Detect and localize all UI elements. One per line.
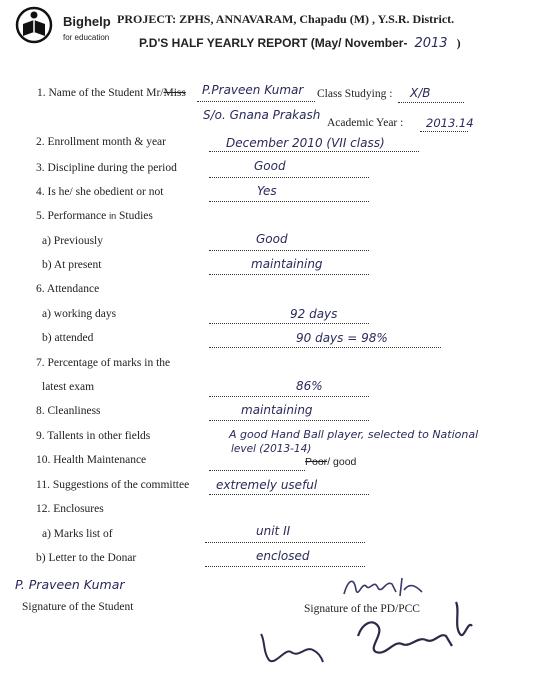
discipline-label: 3. Discipline during the period bbox=[36, 162, 177, 174]
previously-line bbox=[209, 250, 369, 251]
health-value-good: / good bbox=[327, 456, 357, 468]
report-title bbox=[139, 36, 461, 51]
suggestions-line bbox=[209, 494, 369, 495]
logo-name: Bighelp bbox=[63, 14, 111, 29]
class-line bbox=[398, 102, 464, 103]
attended-value: 90 days = 98% bbox=[296, 331, 388, 345]
student-label-miss: Miss bbox=[163, 87, 186, 99]
previously-label: a) Previously bbox=[42, 235, 104, 247]
performance-label-in: in bbox=[109, 211, 117, 221]
bighelp-logo-icon bbox=[14, 6, 54, 44]
cleanliness-value: maintaining bbox=[241, 403, 313, 417]
project-title: PROJECT: ZPHS, ANNAVARAM, Chapadu (M) , Y.S.R. District. bbox=[117, 12, 455, 26]
student-name-label bbox=[37, 87, 186, 99]
academic-year-value: 2013.14 bbox=[426, 116, 474, 130]
logo-tagline: for education bbox=[63, 33, 110, 42]
student-signature: P. Praveen Kumar bbox=[15, 577, 125, 592]
at-present-line bbox=[209, 274, 369, 275]
handwritten-signature-2 bbox=[348, 596, 478, 666]
discipline-line bbox=[209, 177, 369, 178]
pd-signature-caption: Signature of the PD/PCC bbox=[304, 603, 420, 615]
health-value-struck: Poor bbox=[305, 456, 328, 468]
enrollment-value: December 2010 (VII class) bbox=[226, 136, 385, 150]
cleanliness-label: 8. Cleanliness bbox=[36, 405, 101, 417]
academic-year-label: Academic Year : bbox=[327, 117, 404, 129]
letter-line bbox=[205, 566, 365, 567]
discipline-value: Good bbox=[254, 159, 286, 173]
percentage-value: 86% bbox=[296, 379, 323, 393]
enrollment-label: 2. Enrollment month & year bbox=[36, 136, 166, 148]
enrollment-line bbox=[209, 151, 419, 152]
student-signature-caption: Signature of the Student bbox=[22, 601, 134, 613]
cleanliness-line bbox=[209, 420, 369, 421]
report-year: 2013 bbox=[414, 36, 448, 51]
at-present-value: maintaining bbox=[251, 257, 323, 271]
class-label: Class Studying : bbox=[317, 88, 393, 100]
logo bbox=[14, 6, 124, 46]
report-title-close: ) bbox=[456, 36, 461, 50]
letter-label: b) Letter to the Donar bbox=[36, 552, 137, 564]
percentage-line bbox=[209, 396, 369, 397]
attended-label: b) attended bbox=[42, 332, 94, 344]
marks-list-label: a) Marks list of bbox=[42, 528, 113, 540]
class-value: X/B bbox=[410, 86, 431, 100]
suggestions-value: extremely useful bbox=[216, 478, 318, 492]
working-days-line bbox=[209, 323, 369, 324]
health-value bbox=[305, 456, 356, 468]
obedient-label: 4. Is he/ she obedient or not bbox=[36, 186, 164, 198]
marks-list-value: unit II bbox=[256, 524, 291, 538]
student-label-prefix: 1. Name of the Student Mr/ bbox=[37, 87, 164, 99]
obedient-value: Yes bbox=[257, 184, 277, 198]
enclosures-label: 12. Enclosures bbox=[36, 503, 104, 515]
performance-label-a: 5. Performance bbox=[36, 210, 107, 222]
handwritten-signature-1 bbox=[255, 622, 325, 672]
percentage-label-2: latest exam bbox=[42, 381, 95, 393]
student-name-value: P.Praveen Kumar bbox=[202, 83, 304, 97]
health-line bbox=[209, 470, 305, 471]
student-name-line bbox=[197, 101, 315, 102]
previously-value: Good bbox=[256, 232, 288, 246]
talents-value-1: A good Hand Ball player, selected to National bbox=[229, 428, 479, 441]
percentage-label-1: 7. Percentage of marks in the bbox=[36, 357, 171, 369]
parent-name: S/o. Gnana Prakash bbox=[203, 108, 321, 122]
attendance-label: 6. Attendance bbox=[36, 283, 100, 295]
performance-label bbox=[36, 210, 153, 222]
attended-line bbox=[209, 347, 441, 348]
report-title-text: P.D'S HALF YEARLY REPORT (May/ November- bbox=[139, 36, 408, 50]
talents-value-2: level (2013-14) bbox=[231, 443, 312, 455]
suggestions-label: 11. Suggestions of the committee bbox=[36, 479, 190, 491]
marks-list-line bbox=[205, 542, 365, 543]
academic-year-line bbox=[420, 131, 468, 132]
talents-label: 9. Tallents in other fields bbox=[36, 430, 151, 442]
health-label: 10. Health Maintenance bbox=[36, 454, 147, 466]
working-days-value: 92 days bbox=[290, 307, 338, 321]
letter-value: enclosed bbox=[256, 549, 310, 563]
working-days-label: a) working days bbox=[42, 308, 117, 320]
obedient-line bbox=[209, 201, 369, 202]
performance-label-b: Studies bbox=[119, 210, 153, 222]
at-present-label: b) At present bbox=[42, 259, 102, 271]
